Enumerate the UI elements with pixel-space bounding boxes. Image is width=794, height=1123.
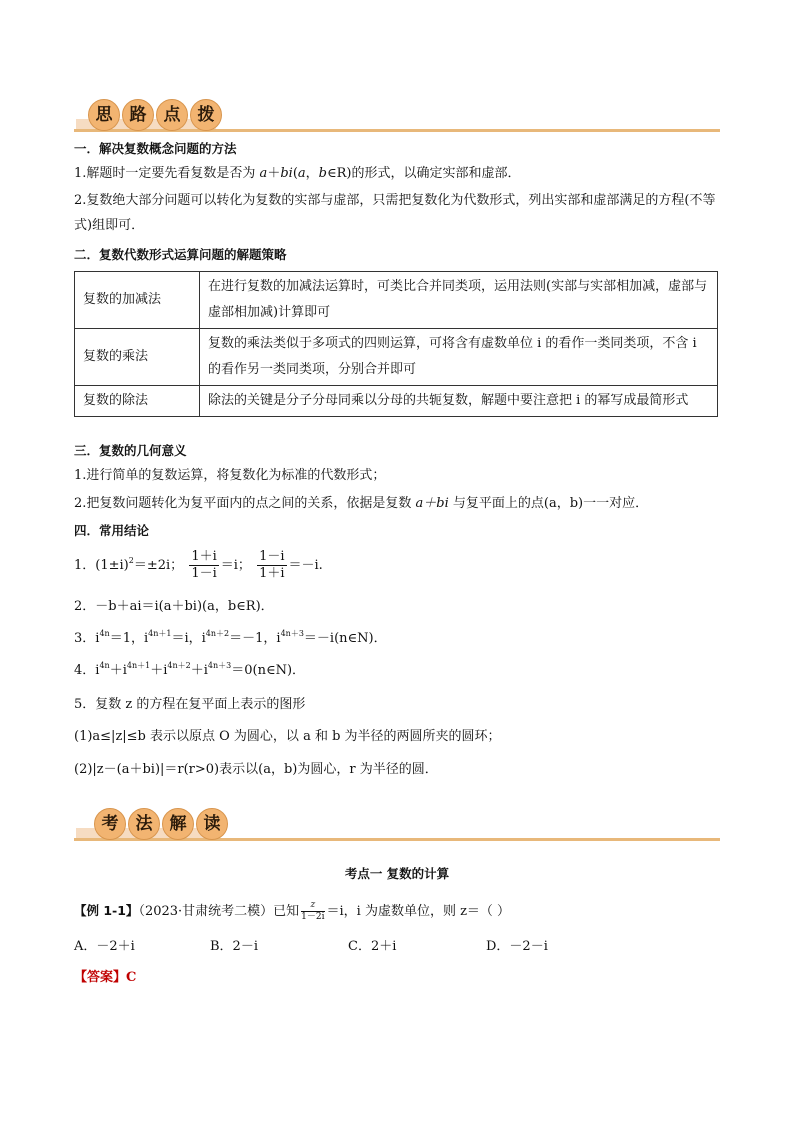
table-cell-value: 除法的关键是分子分母同乘以分母的共轭复数，解题中要注意把 i 的幂写成最简形式 xyxy=(200,386,718,417)
text: ＝i，i 为虚数单位，则 z＝（ ） xyxy=(326,904,511,919)
answer-line xyxy=(74,968,136,988)
table-row xyxy=(75,272,718,329)
table-cell-key: 复数的除法 xyxy=(75,386,200,417)
banner-char: 法 xyxy=(128,808,160,840)
paragraph: 2.复数绝大部分问题可以转化为复数的实部与虚部，只需把复数化为代数形式，列出实部和虚部满足的方程(不等式)组即可． xyxy=(74,193,716,233)
text: ＝－i. xyxy=(288,558,323,573)
answer-label: 【答案】 xyxy=(74,970,127,985)
banner-char: 读 xyxy=(196,808,228,840)
text: a＋bi xyxy=(415,496,449,511)
denominator: 1－2i xyxy=(301,912,325,922)
formula-line: 2．－b＋ai＝i(a＋bi)(a，b∈R)． xyxy=(74,599,274,614)
text: ＋i xyxy=(150,663,168,678)
text: （2023·甘肃统考二模）已知 xyxy=(138,904,300,919)
text: 1．(1±i) xyxy=(74,558,129,573)
option-b: B．2－i xyxy=(210,939,258,954)
table-cell-value: 在进行复数的加减法运算时，可类比合并同类项，运用法则(实部与实部相加减，虚部与虚部相加减)计算即可 xyxy=(200,272,718,329)
text: 3．i xyxy=(74,631,100,646)
text: ＝i； xyxy=(220,558,251,573)
banner-char: 思 xyxy=(88,99,120,131)
denominator: 1－i xyxy=(191,566,217,581)
paragraph: 1.进行简单的复数运算，将复数化为标准的代数形式； xyxy=(74,468,386,483)
superscript: 2 xyxy=(128,556,134,565)
answer-value: C xyxy=(126,970,137,985)
text: 2.把复数问题转化为复平面内的点之间的关系，依据是复数 xyxy=(74,496,416,511)
numerator: 1＋i xyxy=(191,549,217,564)
fraction xyxy=(257,549,286,582)
text: ( xyxy=(292,166,298,181)
paragraph: 5．复数 z 的方程在复平面上表示的图形 xyxy=(74,697,306,712)
text: 1.解题时一定要先看复数是否为 xyxy=(74,166,260,181)
banner-char: 路 xyxy=(122,99,154,131)
text: a xyxy=(297,166,306,181)
section-heading: 二．复数代数形式运算问题的解题策略 xyxy=(74,247,287,262)
superscript: 4n＋2 xyxy=(205,629,230,638)
denominator: 1＋i xyxy=(259,566,285,581)
text: ＝±2i； xyxy=(133,558,184,573)
example-question xyxy=(74,898,510,925)
superscript: 4n＋1 xyxy=(126,661,151,670)
table-row xyxy=(75,386,718,417)
banner-char: 点 xyxy=(156,99,188,131)
text: ∈R)的形式，以确定实部和虚部． xyxy=(327,166,521,181)
text: 与复平面上的点(a，b)一一对应． xyxy=(448,496,649,511)
exam-point-title: 考点一 复数的计算 xyxy=(344,866,450,881)
text: ＋i xyxy=(190,663,208,678)
banner-char: 解 xyxy=(162,808,194,840)
section-heading: 三．复数的几何意义 xyxy=(74,443,187,458)
superscript: 4n＋3 xyxy=(207,661,232,670)
text: ， xyxy=(305,166,319,181)
text: 4．i xyxy=(74,663,100,678)
formula-line xyxy=(74,548,323,584)
paragraph: (1)a≤|z|≤b 表示以原点 O 为圆心，以 a 和 b 为半径的两圆所夹的圆环； xyxy=(74,729,501,744)
numerator: z xyxy=(301,900,324,912)
formula-line xyxy=(74,661,305,681)
option-c: C．2＋i xyxy=(348,939,397,954)
text: ＝0(n∈N)． xyxy=(231,663,306,678)
paragraph xyxy=(74,494,648,514)
table-cell-key: 复数的乘法 xyxy=(75,329,200,386)
superscript: 4n＋3 xyxy=(280,629,304,638)
text: ＝－1，i xyxy=(229,631,281,646)
banner-char: 拨 xyxy=(190,99,222,131)
text: ＋ xyxy=(267,166,281,181)
paragraph: (2)|z－(a＋bi)|＝r(r>0)表示以(a，b)为圆心，r 为半径的圆． xyxy=(74,762,438,777)
superscript: 4n xyxy=(99,629,110,638)
superscript: 4n xyxy=(99,661,110,670)
fraction xyxy=(301,900,324,923)
text: ＋i xyxy=(109,663,127,678)
formula-line xyxy=(74,629,387,649)
example-label: 【例 1-1】 xyxy=(74,903,139,918)
banner-char: 考 xyxy=(94,808,126,840)
table-cell-value: 复数的乘法类似于多项式的四则运算，可将含有虚数单位 i 的看作一类同类项，不含 i 的看作另一类同类项，分别合并即可 xyxy=(200,329,718,386)
text: bi xyxy=(280,166,293,181)
text: ＝1，i xyxy=(109,631,149,646)
table-row xyxy=(75,329,718,386)
paragraph xyxy=(74,164,520,184)
table-cell-key: 复数的加减法 xyxy=(75,272,200,329)
superscript: 4n＋2 xyxy=(167,661,191,670)
text: ＝i，i xyxy=(171,631,206,646)
section-heading: 一．解决复数概念问题的方法 xyxy=(74,141,237,156)
numerator: 1－i xyxy=(259,549,285,564)
text: ＝－i(n∈N)． xyxy=(303,631,387,646)
fraction xyxy=(189,549,218,582)
option-a: A．－2＋i xyxy=(74,939,135,954)
section-heading: 四．常用结论 xyxy=(74,523,150,538)
strategy-table xyxy=(74,271,718,417)
text: b xyxy=(318,166,327,181)
option-d: D．－2－i xyxy=(486,939,548,954)
text: a xyxy=(259,166,268,181)
superscript: 4n＋1 xyxy=(148,629,172,638)
